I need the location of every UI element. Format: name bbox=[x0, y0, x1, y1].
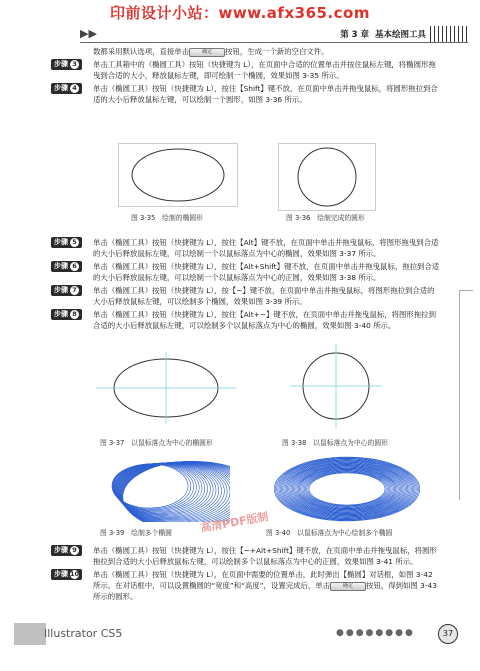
intro-text-before: 数都采用默认选项，直接单击 bbox=[93, 47, 190, 56]
intro-paragraph bbox=[51, 46, 441, 57]
ellipse-outline bbox=[301, 469, 394, 509]
caption-3-35: 图 3-35 绘制的椭圆形 bbox=[131, 214, 203, 222]
footer-dots: ●●●●●●●● bbox=[336, 628, 415, 638]
ellipse-outline bbox=[298, 468, 396, 510]
ellipse-outline bbox=[308, 472, 386, 505]
ok-button-image: 确定 bbox=[330, 582, 366, 591]
step-badge: 步骤 7 bbox=[51, 285, 82, 296]
caption-3-37: 图 3-37 以鼠标落点为中心的椭圆形 bbox=[100, 439, 213, 447]
step-text-before: 单击（椭圆工具）按钮（快捷键为 L），在页面中需要的位置单击，此时弹出【椭圆】对话框，如图 3-42 所示。在对话框中，可以设置椭圆的“宽度”和“高度”，设置完成后，单击 bbox=[93, 570, 433, 590]
chapter-title: 基本绘图工具 bbox=[374, 30, 426, 40]
step-10 bbox=[51, 569, 441, 602]
footer-book-title: Illustrator CS5 bbox=[44, 627, 123, 640]
figure-3-37 bbox=[96, 352, 236, 424]
step-text: 单击工具箱中的（椭圆工具）按钮（快捷键为 L），在页面中合适的位置单击并按住鼠标左键，将椭圆形拖曳到合适的大小，释放鼠标左键，即可绘制一个椭圆，效果如图 3-35 所示。 bbox=[93, 60, 436, 80]
step-text: 单击（椭圆工具）按钮（快捷键为 L），按住【Shift】键不放，在页面中单击并拖曳鼠标，将圆形拖拉到合适的大小后释放鼠标左键，可以绘制一个圆形，如图 3-36 所示。 bbox=[93, 84, 438, 104]
figure-3-40 bbox=[272, 455, 422, 523]
page-header bbox=[80, 26, 468, 43]
mid-watermark: 高清PDF版制 bbox=[199, 510, 270, 535]
ellipse-outline bbox=[296, 467, 398, 511]
step-badge: 步骤 8 bbox=[51, 309, 82, 320]
step-badge: 步骤 4 bbox=[51, 83, 82, 94]
step-text: 单击（椭圆工具）按钮（快捷键为 L），按住【Alt+~】键不放，在页面中单击并拖曳鼠标，将图形拖拉到合适的大小后释放鼠标左键，可以绘制多个以鼠标落点为中心的椭圆，效果如图 3-40 所示。 bbox=[93, 310, 436, 330]
footer-bar bbox=[14, 623, 46, 645]
ellipse-outline bbox=[309, 473, 385, 505]
header-stripes bbox=[430, 26, 468, 42]
step-badge: 步骤 6 bbox=[51, 261, 82, 272]
caption-3-40: 图 3-40 以鼠标落点为中心绘制多个椭圆 bbox=[266, 529, 393, 537]
step-badge: 步骤 3 bbox=[51, 59, 82, 70]
step-text-after: 按钮，得到如图 3-43 所示的圆形。 bbox=[93, 581, 437, 601]
step-6 bbox=[51, 261, 441, 283]
ellipse-outline bbox=[302, 470, 392, 509]
ellipse-outline bbox=[304, 471, 390, 507]
ellipse-outline bbox=[297, 468, 397, 511]
step-3 bbox=[51, 59, 441, 81]
step-text: 单击（椭圆工具）按钮（快捷键为 L），按【~】键不放，在页面中单击并拖曳鼠标，将图形拖拉到合适的大小后释放鼠标左键，可以绘制多个椭圆，效果如图 3-39 所示。 bbox=[93, 286, 435, 306]
step-7 bbox=[51, 285, 441, 307]
step-badge: 步骤 10 bbox=[51, 569, 82, 580]
chapter-label: 第 3 章 bbox=[340, 30, 370, 40]
page-number: 37 bbox=[438, 624, 458, 644]
step-text: 单击（椭圆工具）按钮（快捷键为 L），按住【Alt+Shift】键不放，在页面中单击并拖曳鼠标，拖拉到合适的大小后释放鼠标左键，可以绘制一个以鼠标落点为中心的正圆，效果如图 3-38 所示。 bbox=[93, 262, 440, 282]
ellipse-outline bbox=[307, 472, 388, 506]
header-arrows-icon: ▶▶ bbox=[80, 27, 97, 40]
step-9 bbox=[51, 545, 441, 567]
figure-3-36 bbox=[278, 143, 376, 211]
step-8 bbox=[51, 309, 441, 331]
step-text: 单击（椭圆工具）按钮（快捷键为 L），按住【Alt】键不放，在页面中单击并拖曳鼠标，将图形拖曳到合适的大小后释放鼠标左键，可以绘制一个以鼠标落点为中心的椭圆，效果如图 3-37 所示。 bbox=[93, 238, 439, 258]
figure-3-38 bbox=[290, 344, 382, 428]
figure-3-35 bbox=[118, 143, 238, 207]
ellipse-outline bbox=[299, 469, 394, 510]
step-text: 单击（椭圆工具）按钮（快捷键为 L），按住【~+Alt+Shift】键不放，在页面中单击并拖曳鼠标，将圆形拖拉到合适的大小后释放鼠标左键，可以绘制多个以鼠标落点为中心的正圆，效果如图 3-41 所示。 bbox=[93, 546, 437, 566]
body-content bbox=[51, 46, 441, 105]
step-4 bbox=[51, 83, 441, 105]
intro-text-after: 按钮，生成一个新的空白文件。 bbox=[225, 47, 329, 56]
step-badge: 步骤 5 bbox=[51, 237, 82, 248]
ok-button-image: 确定 bbox=[189, 48, 225, 57]
side-rule-tick bbox=[459, 290, 473, 291]
step-badge: 步骤 9 bbox=[51, 545, 82, 556]
figure-3-39 bbox=[80, 452, 230, 522]
header-chapter bbox=[340, 28, 426, 40]
ellipse-outline bbox=[303, 470, 391, 508]
body-content-3 bbox=[51, 545, 441, 602]
step-5 bbox=[51, 237, 441, 259]
caption-3-36: 图 3-36 绘制完成的圆形 bbox=[286, 214, 365, 222]
side-rule bbox=[459, 290, 460, 500]
caption-3-38: 图 3-38 以鼠标落点为中心的圆形 bbox=[282, 439, 388, 447]
body-content-2 bbox=[51, 237, 441, 331]
ellipse-outline bbox=[305, 471, 388, 506]
top-watermark: 印前设计小站：www.afx365.com bbox=[110, 4, 370, 22]
caption-3-39: 图 3-39 绘制多个椭圆 bbox=[100, 529, 172, 537]
